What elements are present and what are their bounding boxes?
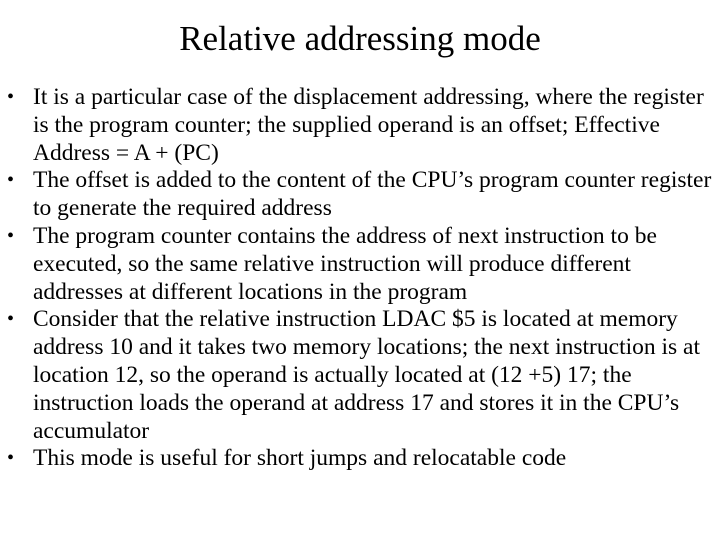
bullet-marker: • xyxy=(7,86,15,108)
bullet-marker: • xyxy=(7,308,15,331)
bullet-text: It is a particular case of the displacement addressing, where the register is the program counter; the supplied operand is an offset; Effective Address = A + (PC) xyxy=(33,84,704,166)
bullet-text: The offset is added to the content of the CPU’s program counter register to generate the required address xyxy=(33,167,712,222)
bullet-marker: • xyxy=(7,224,15,247)
bullet-text: This mode is useful for short jumps and relocatable code xyxy=(33,445,567,472)
bullet-list xyxy=(7,84,718,473)
bullet-item xyxy=(7,306,718,445)
bullet-item xyxy=(7,84,718,167)
bullet-marker: • xyxy=(7,169,15,192)
bullet-text: The program counter contains the address of next instruction to be executed, so the same relative instruction will produce different addresses at different locations in the program xyxy=(33,222,657,305)
slide-title: Relative addressing mode xyxy=(179,19,541,58)
bullet-item xyxy=(7,222,718,306)
bullet-marker: • xyxy=(7,447,15,470)
bullet-text: Consider that the relative instruction LDAC $5 is located at memory address 10 and it takes two memory locations; the next instruction is at location 12, so the operand is actually located at (12 +5) 17; the instruction loads the operand at address 17 and stores it in the CPU’s accumulator xyxy=(33,306,701,444)
bullet-item xyxy=(7,167,718,223)
bullet-item xyxy=(7,445,718,473)
